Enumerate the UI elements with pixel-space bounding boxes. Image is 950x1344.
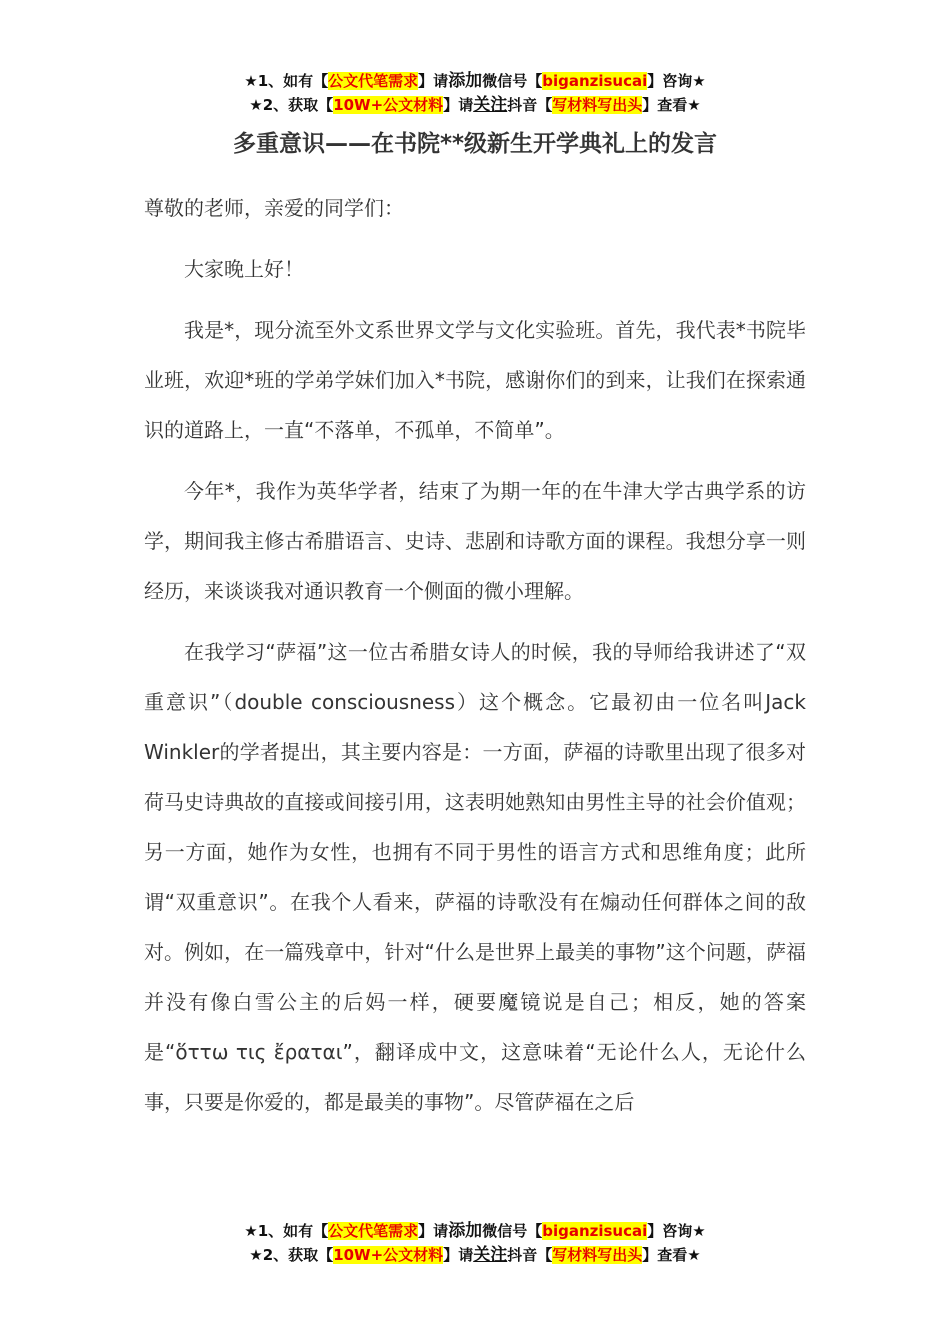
- promo-banner-bottom: [0, 1219, 950, 1267]
- greeting-paragraph: 大家晚上好！: [184, 257, 304, 281]
- promo-text: ★1、如有【: [244, 1222, 329, 1240]
- promo-douyin-id: 写材料写出头: [552, 96, 643, 114]
- promo-text: ★2、获取【: [249, 1246, 334, 1264]
- body-paragraph: 我是*，现分流至外文系世界文学与文化实验班。首先，我代表*书院毕业班，欢迎*班的学弟学妹们加入*书院，感谢你们的到来，让我们在探索通识的道路上，一直“不落单，不孤单，不简单”。: [144, 318, 806, 442]
- promo-highlight: 10W+公文材料: [333, 1246, 444, 1264]
- body-paragraph: 在我学习“萨福”这一位古希腊女诗人的时候，我的导师给我讲述了“双重意识”（double consciousness）这个概念。它最初由一位名叫Jack Winkler的学者提出，其主要内容是：一方面，萨福的诗歌里出现了很多对荷马史诗典故的直接或间接引用，这表明她熟知由男性主导的社会价值观；另一方面，她作为女性，也拥有不同于男性的语言方式和思维角度；此所谓“双重意识”。在我个人看来，萨福的诗歌没有在煽动任何群体之间的敌对。例如，在一篇残章中，针对“什么是世界上最美的事物”这个问题，萨福并没有像白雪公主的后妈一样，硬要魔镜说是自己；相反，她的答案是“ὅττω τις ἔραται”，翻译成中文，这意味着“无论什么人，无论什么事，只要是你爱的，都是最美的事物”。尽管萨福在之后: [144, 640, 806, 1114]
- promo-text: 】咨询★: [647, 1222, 706, 1240]
- promo-text: 微信号【: [482, 1222, 543, 1240]
- promo-douyin-id: 写材料写出头: [552, 1246, 643, 1264]
- promo-line-1: [0, 69, 950, 93]
- promo-wechat-id: biganzisucai: [542, 1222, 648, 1240]
- promo-line-2: [0, 1243, 950, 1267]
- promo-highlight: 公文代笔需求: [328, 72, 419, 90]
- promo-text: 抖音【: [507, 96, 553, 114]
- promo-text: ★2、获取【: [249, 96, 334, 114]
- promo-wechat-id: biganzisucai: [542, 72, 648, 90]
- promo-text: 微信号【: [482, 72, 543, 90]
- promo-emphasis: 添加: [448, 1221, 483, 1241]
- promo-highlight: 公文代笔需求: [328, 1222, 419, 1240]
- promo-emphasis: 关注: [473, 1245, 508, 1265]
- promo-text: 】请: [418, 1222, 449, 1240]
- body-paragraph: 今年*，我作为英华学者，结束了为期一年的在牛津大学古典学系的访学，期间我主修古希腊语言、史诗、悲剧和诗歌方面的课程。我想分享一则经历，来谈谈我对通识教育一个侧面的微小理解。: [144, 479, 806, 603]
- document-body: [144, 183, 806, 1138]
- promo-text: 抖音【: [507, 1246, 553, 1264]
- salutation: 尊敬的老师，亲爱的同学们：: [144, 196, 404, 220]
- document-title: 多重意识——在书院**级新生开学典礼上的发言: [232, 131, 718, 157]
- promo-text: 】查看★: [642, 96, 701, 114]
- promo-banner-top: [0, 69, 950, 117]
- promo-line-2: [0, 93, 950, 117]
- promo-emphasis: 添加: [448, 71, 483, 91]
- promo-line-1: [0, 1219, 950, 1243]
- promo-text: 】请: [443, 1246, 474, 1264]
- promo-text: ★1、如有【: [244, 72, 329, 90]
- promo-highlight: 10W+公文材料: [333, 96, 444, 114]
- promo-emphasis: 关注: [473, 95, 508, 115]
- promo-text: 】请: [418, 72, 449, 90]
- promo-text: 】查看★: [642, 1246, 701, 1264]
- promo-text: 】咨询★: [647, 72, 706, 90]
- promo-text: 】请: [443, 96, 474, 114]
